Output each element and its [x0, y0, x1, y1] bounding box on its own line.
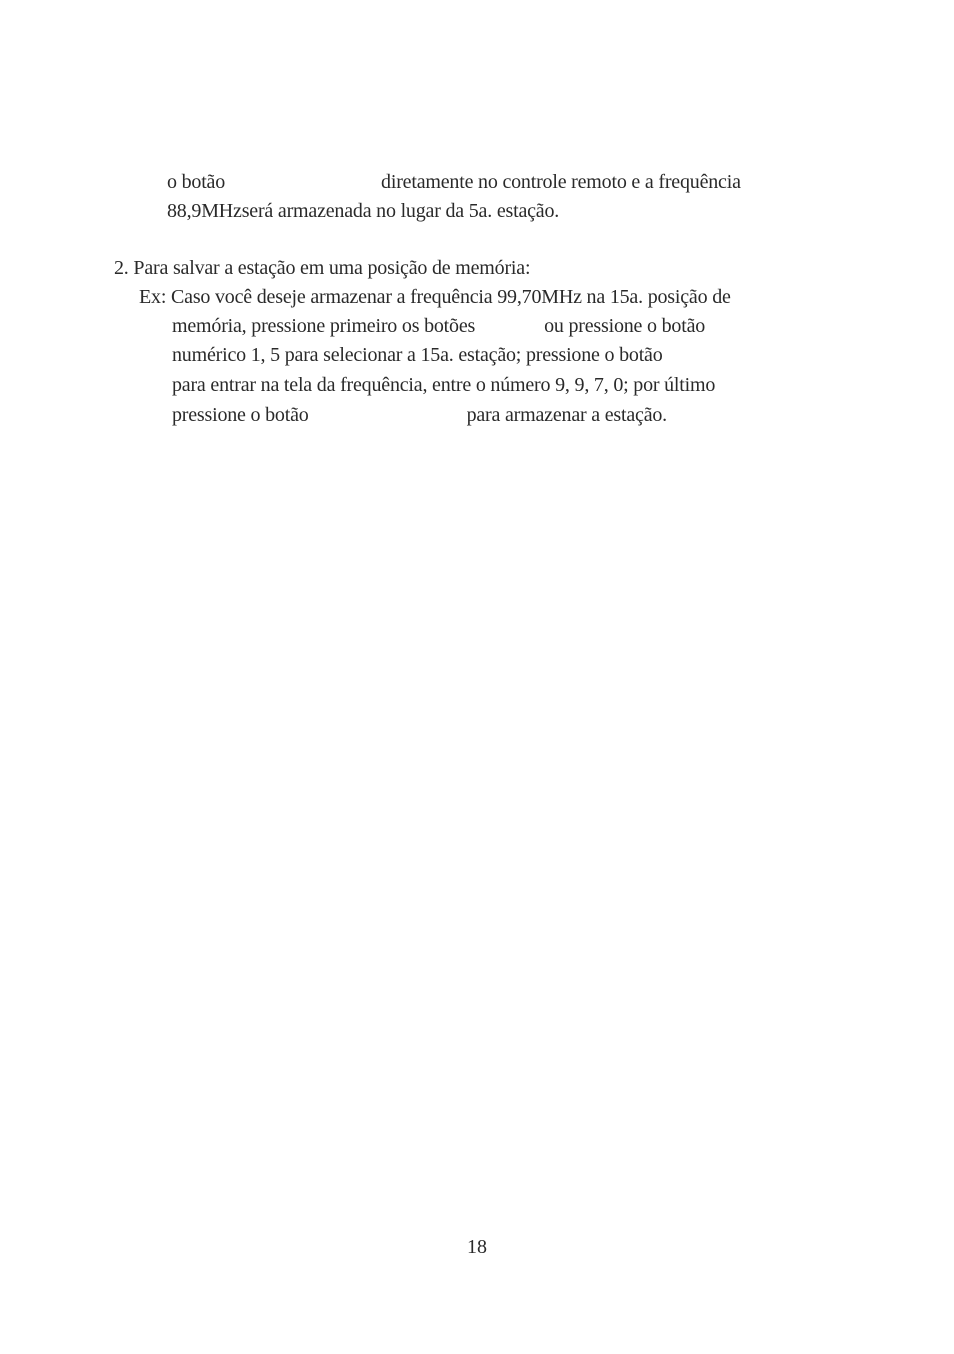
example-line-4: para entrar na tela da frequência, entre o número 9, 9, 7, 0; por último — [172, 374, 716, 396]
page-number: 18 — [467, 1236, 487, 1258]
example-prefix: Ex: — [139, 286, 167, 308]
example-line-3: numérico 1, 5 para selecionar a 15a. estação; pressione o botão — [172, 344, 663, 366]
example-text: pressione o botão — [172, 404, 309, 426]
item-2-heading — [114, 256, 530, 280]
example-line-2 — [172, 314, 705, 338]
item-heading-text: Para salvar a estação em uma posição de memória: — [133, 257, 531, 279]
continuation-text: diretamente no controle remoto e a frequência — [381, 171, 741, 193]
example-line-5 — [172, 403, 667, 427]
example-text: ou pressione o botão — [544, 315, 706, 337]
example-text: memória, pressione primeiro os botões — [172, 315, 476, 337]
item-number: 2. — [114, 257, 129, 279]
example-text: Caso você deseje armazenar a frequência 99,70MHz na 15a. posição de — [171, 286, 731, 308]
example-line-1 — [139, 285, 731, 309]
continuation-text: o botão — [167, 171, 226, 193]
continuation-line-2: 88,9MHzserá armazenada no lugar da 5a. estação. — [167, 200, 560, 222]
continuation-line-1 — [167, 170, 741, 194]
example-text: para armazenar a estação. — [466, 404, 667, 426]
